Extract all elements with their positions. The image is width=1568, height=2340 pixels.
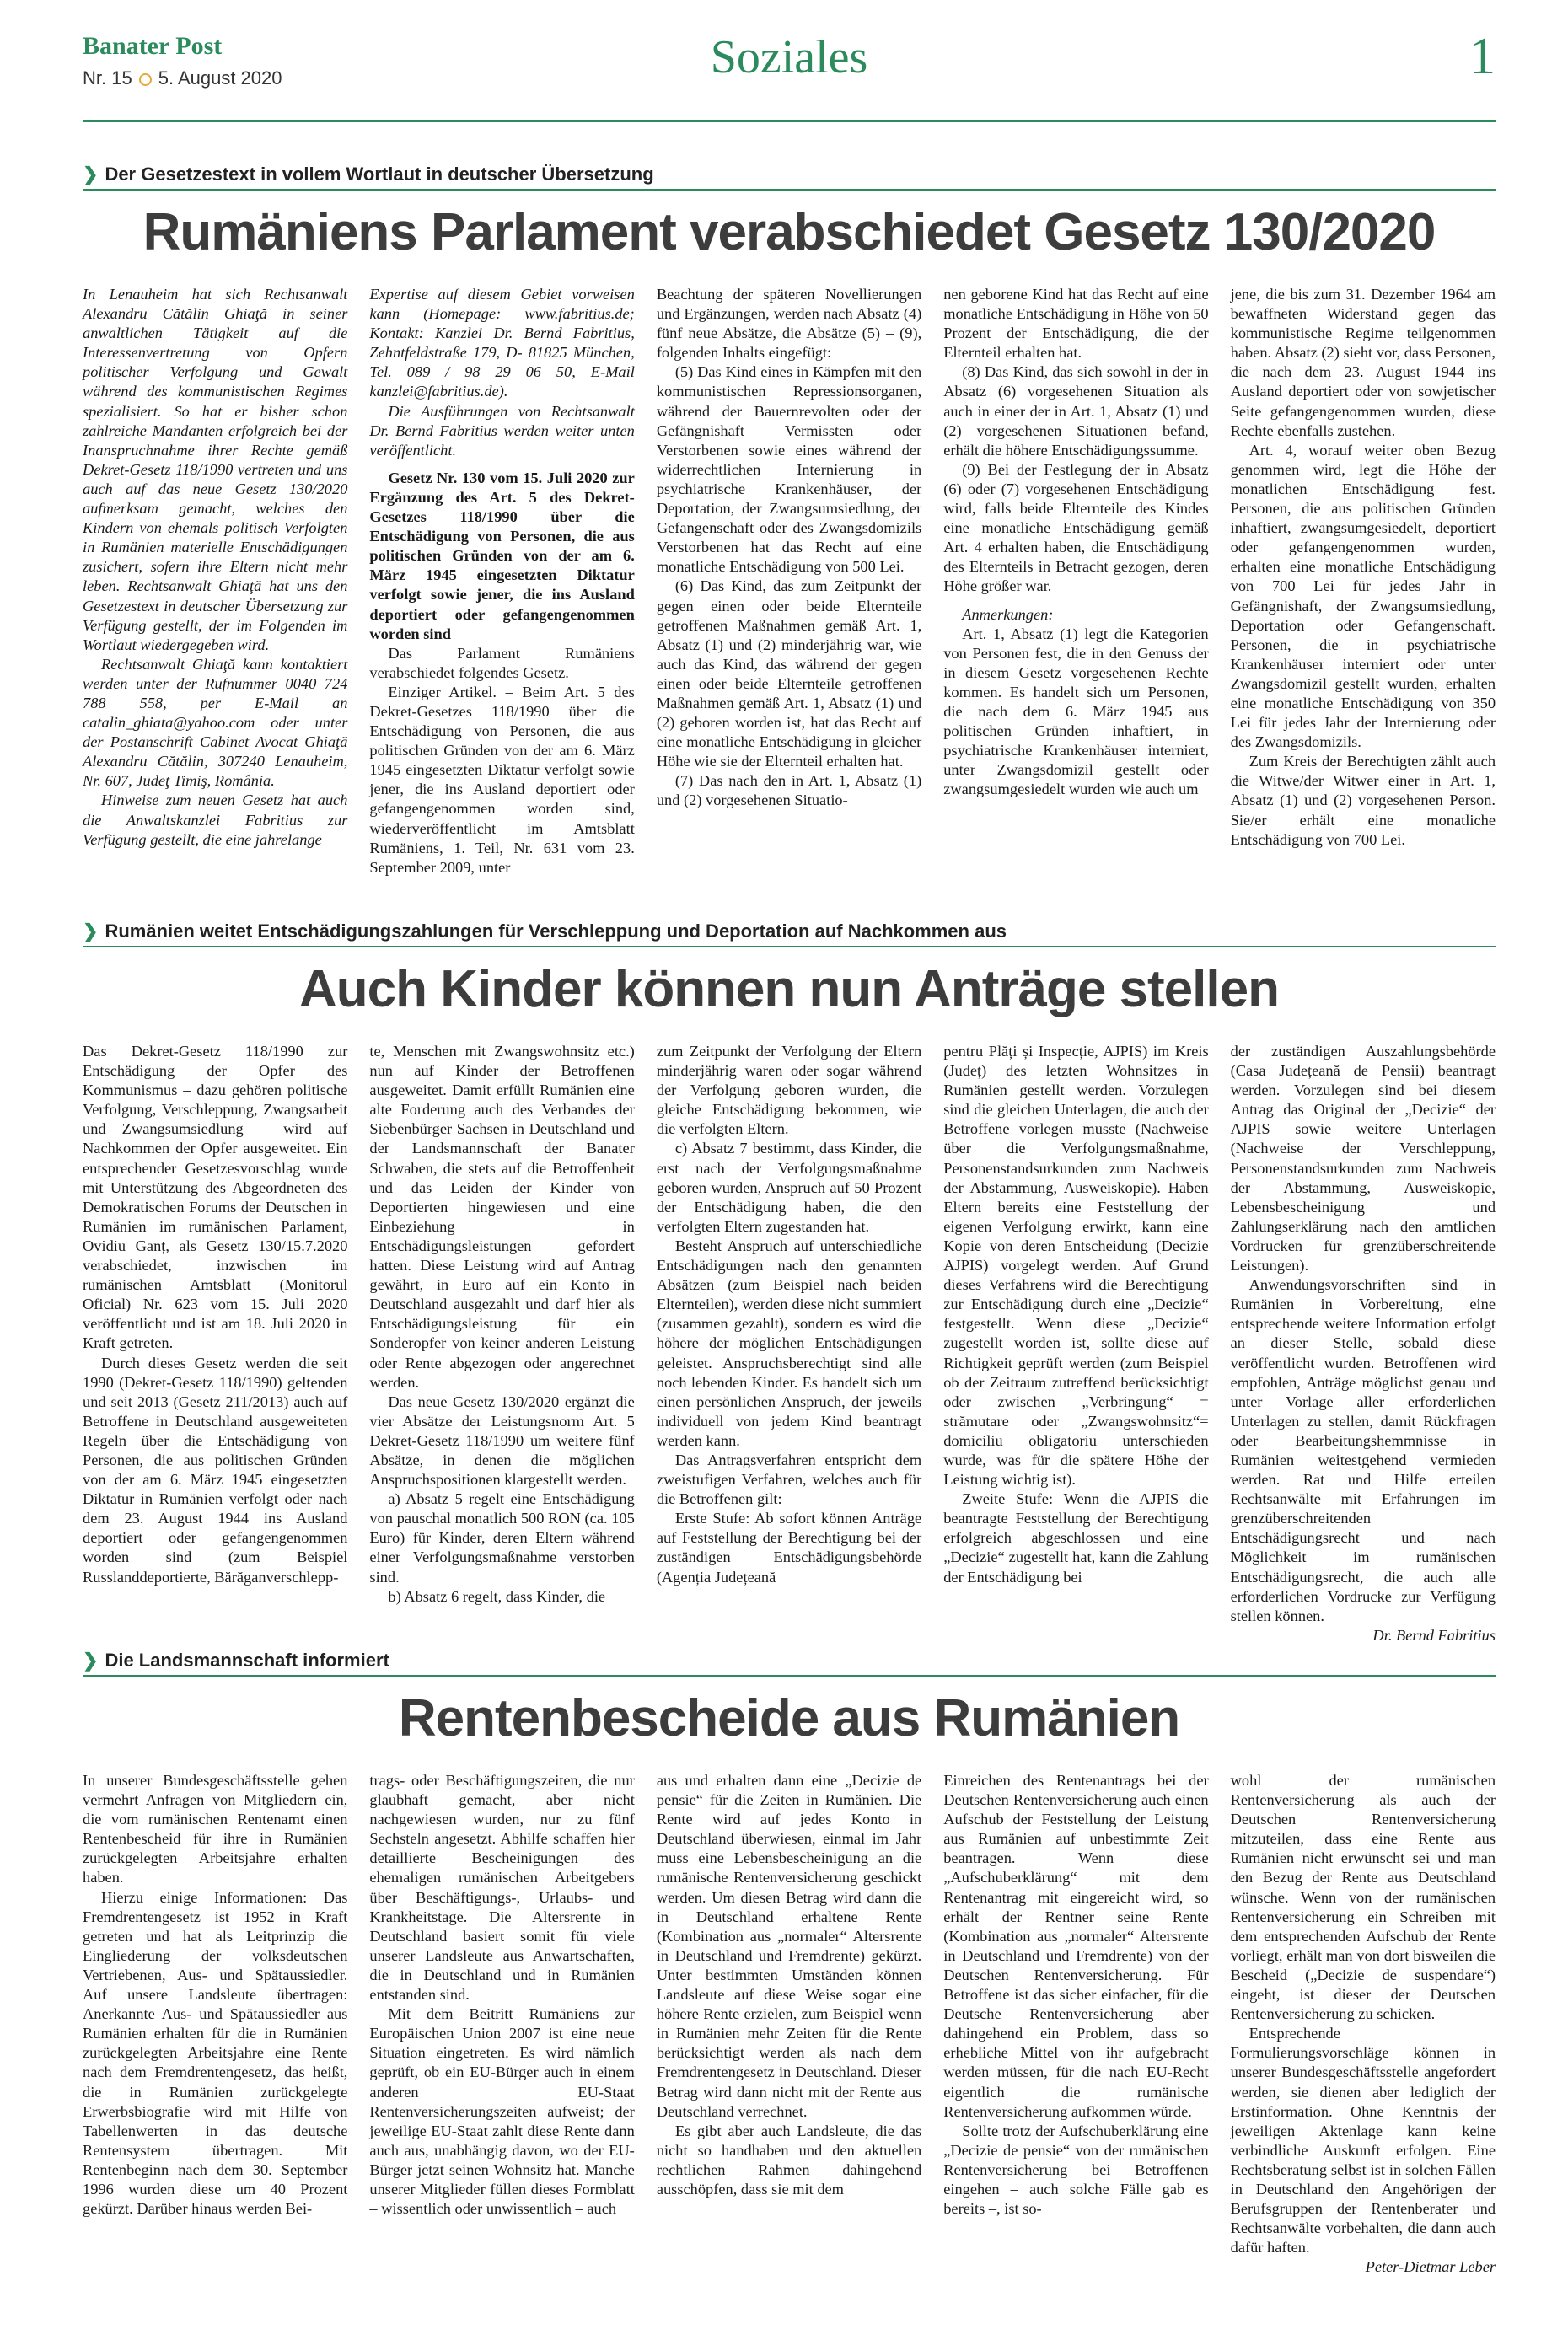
paragraph: wohl der rumänischen Rentenversicherung als auch der Deutschen Rentenversicherung mitzuteilen, dass eine Rente aus Rumänien nicht erwünscht sei und man den Bezug der Rente aus Deutschland wünsche. Wenn von der rumänischen Rentenversicherung ein Schreiben mit dem entsprechenden Aufschub der Rente vorliegt, erhält man von dort bisweilen die Bescheid („Decizie de suspendare“) eingeht, ist dieser der Deutschen Rentenversicherung zu schicken. xyxy=(1230,1772,1496,2023)
paragraph: Einziger Artikel. – Beim Art. 5 des Dekret-Gesetzes 118/1990 über die Entschädigung von Personen, die aus politischen Gründen von der am 6. März 1945 eingesetzten Diktatur verfolgt sowie jener, die ins Ausland deportiert oder gefangengenommen worden sind, wiederveröffentlicht im Amtsblatt Rumäniens, 1. Teil, Nr. 631 vom 23. September 2009, unter xyxy=(369,683,635,876)
paragraph: Besteht Anspruch auf unterschiedliche Entschädigungen nach den genannten Absätzen (zum Beispiel nach beiden Elternteilen), werden diese nicht summiert (zusammen gezahlt), sondern es wird die höhere der möglichen Entschädigungen geleistet. Anspruchsberechtigt sind alle noch lebenden Kinder. Es handelt sich um einen persönlichen Anspruch, der jeweils individuell von jedem Kind beantragt werden kann. xyxy=(656,1237,922,1449)
column-5 xyxy=(1231,1771,1496,2277)
paragraph: jene, die bis zum 31. Dezember 1964 am bewaffneten Widerstand gegen das kommunistische Regime teilgenommen haben. Absatz (2) sieht vor, dass Personen, die nach dem 23. August 1944 ins Ausland deportiert oder von sowjetischer Seite gefangengenommen wurden, diese Rechte ebenfalls zustehen. xyxy=(1230,286,1496,439)
column-3 xyxy=(657,1042,921,1645)
paragraph: Erste Stufe: Ab sofort können Anträge auf Feststellung der Berechtigung bei der zuständigen Entschädigungsbehörde (Agenția Județeană xyxy=(656,1510,922,1586)
law-title: Gesetz Nr. 130 vom 15. Juli 2020 zur Ergänzung des Art. 5 des Dekret-Gesetzes 118/1990 über die Entschädigung von Personen, die aus politischen Gründen von der am 6. März 1945 eingesetzten Diktatur verfolgt sowie jener, die ins Ausland deportiert oder gefangengenommen worden sind xyxy=(369,469,635,642)
paragraph: nen geborene Kind hat das Recht auf eine monatliche Entschädigung in Höhe von 50 Prozent der Entschädigung, die der Elternteil erhalten hat. xyxy=(943,286,1209,362)
paragraph: aus und erhalten dann eine „Decizie de pensie“ für die Zeiten in Rumänien. Die Rente wird auf jedes Konto in Deutschland überwiesen, einmal im Jahr muss eine Lebensbescheinigung an die rumänische Rentenversicherung geschickt werden. Um diesen Betrag wird dann die in Deutschland erhaltene Rente (Kombination aus „normaler“ Altersrente in Deutschland und Fremdrente) gekürzt. Unter bestimmten Umständen können Landsleute auf diese Weise sogar eine höhere Rente erzielen, zum Beispiel wenn in Rumänien mehr Zeiten für die Rente berücksichtigt werden als nach dem Fremdrentengesetz in Deutschland. Dieser Betrag wird dann nicht mit der Rente aus Deutschland verrechnet. xyxy=(656,1772,922,2120)
kicker-rule xyxy=(83,946,1496,947)
column-4 xyxy=(943,285,1208,878)
paper-name: Banater Post xyxy=(83,32,223,60)
article-renten xyxy=(83,1648,1496,2277)
column-5 xyxy=(1231,1042,1496,1645)
paragraph: Zum Kreis der Berechtigten zählt auch die Witwe/der Witwer einer in Art. 1, Absatz (1) und (2) vorgesehenen Person. Sie/er erhält eine monatliche Entschädigung von 700 Lei. xyxy=(1230,753,1496,848)
article-kinder xyxy=(83,919,1496,1645)
column-4 xyxy=(943,1771,1208,2277)
paragraph: Art. 1, Absatz (1) legt die Kategorien von Personen fest, die in den Genuss der in diesem Gesetz vorgesehenen Rechte kommen. Es handelt sich um Personen, die nach dem 6. März 1945 aus politischen Gründen inhaftiert, in psychiatrische Krankenhäuser interniert, unter Zwangsdomizil gestellt oder zwangsumgesiedelt wurden wie auch um xyxy=(943,625,1209,798)
issue-number: Nr. 15 xyxy=(83,67,132,89)
paragraph: (6) Das Kind, das zum Zeitpunkt der gegen einen oder beide Elternteile getroffenen Maßnahmen gemäß Art. 1, Absatz (1) und (2) minderjährig war, wie auch das Kind, das während der gegen einen oder beide Elternteile getroffenen Maßnahmen gemäß Art. 1, Absatz (1) und (2) geboren worden ist, hat das Recht auf eine monatliche Entschädigung in gleicher Höhe wie sie der Elternteil erhalten hat. xyxy=(656,577,922,770)
masthead xyxy=(83,28,1496,126)
chevron-right-icon: ❯ xyxy=(83,164,99,185)
paragraph: te, Menschen mit Zwangswohnsitz etc.) nun auf Kinder der Betroffenen ausgeweitet. Damit erfüllt Rumänien eine alte Forderung auch des Verbandes der Siebenbürger Sachsen in Deutschland und der Landsmannschaft der Banater Schwaben, die stets auf die Betroffenheit und das Leiden der Kinder von Deportierten hingewiesen und eine Einbeziehung in Entschädigungsleistungen gefordert hatten. Diese Leistung wird auf Antrag gewährt, in Euro auf ein Konto in Deutschland ausgezahlt und darf hier als Entschädigungsleistung für ein Sonderopfer von keiner anderen Leistung oder Rente abgezogen oder angerechnet werden. xyxy=(369,1043,635,1391)
chevron-right-icon: ❯ xyxy=(83,920,99,942)
paragraph: (7) Das nach den in Art. 1, Absatz (1) und (2) vorgesehenen Situatio- xyxy=(656,772,922,809)
paragraph: Art. 4, worauf weiter oben Bezug genommen wird, legt die Höhe der monatlichen Entschädigung fest. Personen, die aus politischen Gründen inhaftiert, zwangsumgesiedelt, deportiert oder gefangengenommen wurden, erhalten eine monatliche Entschädigung von 700 Lei für jedes Jahr in Gefängnishaft, der Zwangsumsiedlung, Deportation oder Gefangenschaft. Personen, die in psychiatrische Krankenhäuser interniert oder unter Zwangsdomizil gestellt wurden, erhalten eine monatliche Entschädigung von 350 Lei für jedes Jahr der Internierung oder des Zwangsdomizils. xyxy=(1230,441,1496,751)
paragraph: Rechtsanwalt Ghiaţă kann kontaktiert werden unter der Rufnummer 0040 724 788 558, per E-Mail an catalin_ghiata@yahoo.com oder unter der Postanschrift Cabinet Avocat Ghiaţă Alexandru Cătălin, 307240 Lenauheim, Nr. 607, Judeţ Timiş, România. xyxy=(83,655,348,790)
masthead-rule xyxy=(83,120,1496,122)
paragraph: In unserer Bundesgeschäftsstelle gehen vermehrt Anfragen von Mitgliedern ein, die vom rumänischen Rentenamt einen Rentenbescheid für ihre in Rumänien zurückgelegten Arbeitsjahre erhalten haben. xyxy=(83,1772,348,1886)
article-kicker: ❯ Die Landsmannschaft informiert xyxy=(83,1650,389,1671)
article-headline: Rentenbescheide aus Rumänien xyxy=(398,1689,1180,1747)
article-kicker: ❯ Rumänien weitet Entschädigungszahlungen für Verschleppung und Deportation auf Nachkommen aus xyxy=(83,920,1007,942)
paragraph: der zuständigen Auszahlungsbehörde (Casa Județeană de Pensii) beantragt werden. Vorzulegen sind bei diesem Antrag das Original der „Decizie“ der AJPIS sowie weitere Unterlagen (Nachweise der Verschleppung, Personenstandsurkunden zum Nachweis der Abstammung, Ausweiskopie, Lebensbescheinigung und Zahlungserklärung nach den amtlichen Vordrucken für grenzüberschreitende Leistungen). xyxy=(1230,1043,1496,1275)
paragraph: Es gibt aber auch Landsleute, die das nicht so handhaben und den aktuellen rechtlichen Rahmen dahingehend ausschöpfen, dass sie mit dem xyxy=(656,2122,922,2198)
paragraph: Mit dem Beitritt Rumäniens zur Europäischen Union 2007 ist eine neue Situation eingetreten. Es wird nämlich geprüft, ob ein EU-Bürger auch in einem anderen EU-Staat Rentenversicherungszeiten aufweist; der jeweilige EU-Staat zahlt diese Rente dann auch aus, unabhängig davon, wo der EU-Bürger jetzt seinen Wohnsitz hat. Manche unserer Mitglieder füllen dieses Formblatt – wissentlich oder unwissentlich – auch xyxy=(369,2005,635,2218)
paragraph: In Lenauheim hat sich Rechtsanwalt Alexandru Cătălin Ghiaţă in seiner anwaltlichen Tätigkeit auf die Interessenvertretung von Opfern politischer Verfolgung und Gewalt während des kommunistischen Regimes spezialisiert. So hat er bisher schon zahlreiche Mandanten erfolgreich bei der Inanspruchnahme ihrer Rechte gemäß Dekret-Gesetz 118/1990 vertreten und uns auch auf das neue Gesetz 130/2020 aufmerksam gemacht, welches den Kindern von ehemals politisch Verfolgten in Rumänien materielle Entschädigungen zusichert, sofern ihre Eltern nicht mehr leben. Rechtsanwalt Ghiaţă hat uns den Gesetzestext in deutscher Übersetzung zur Verfügung gestellt, der im Folgenden im Wortlaut wiedergegeben wird. xyxy=(83,286,348,653)
section-title: Soziales xyxy=(710,31,868,83)
column-3 xyxy=(657,1771,921,2277)
paragraph: b) Absatz 6 regelt, dass Kinder, die xyxy=(388,1587,606,1605)
paragraph: Das neue Gesetz 130/2020 ergänzt die vier Absätze der Leistungsnorm Art. 5 Dekret-Gesetz 118/1990 um weitere fünf Absätze, in denen die möglichen Anspruchspositionen klargestellt werden. xyxy=(369,1393,635,1489)
issue-date: 5. August 2020 xyxy=(158,67,282,89)
notes-heading: Anmerkungen: xyxy=(962,605,1054,623)
paragraph: Die Ausführungen von Rechtsanwalt Dr. Bernd Fabritius werden weiter unten veröffentlicht. xyxy=(369,402,635,459)
article-columns xyxy=(83,1042,1496,1645)
column-3 xyxy=(657,285,921,878)
author-signature: Dr. Bernd Fabritius xyxy=(1372,1626,1496,1644)
article-columns xyxy=(83,285,1496,878)
paragraph: pentru Plăți și Inspecție, AJPIS) im Kreis (Județ) des letzten Wohnsitzes in Rumänien gestellt werden. Vorzulegen sind die gleichen Unterlagen, die auch der Betroffene vorlegen musste (Nachweise über die Verfolgungsmaßnahme, Personenstandsurkunden zum Nachweis der Abstammung, Ausweiskopie). Haben Eltern bereits eine Feststellung der eigenen Verfolgung erwirkt, kann eine Kopie von deren Entscheidung (Decizie AJPIS) vorgelegt werden. Auf Grund dieses Verfahrens wird die Berechtigung zur Entschädigung durch eine „Decizie“ festgestellt. Wenn diese „Decizie“ zugestellt worden ist, sollte diese auf Richtigkeit geprüft werden (zum Beispiel ob der Zeitraum zutreffend berücksichtigt oder zwischen „Verbringung“ = strămutare oder „Zwangswohnsitz“= domiciliu obligatoriu unterschieden wurde, was für die spätere Höhe der Leistung wichtig ist). xyxy=(943,1043,1209,1489)
column-4 xyxy=(943,1042,1208,1645)
column-1 xyxy=(83,1771,347,2277)
article-columns xyxy=(83,1771,1496,2277)
article-kicker: ❯ Der Gesetzestext in vollem Wortlaut in deutscher Übersetzung xyxy=(83,164,654,185)
paragraph: Sollte trotz der Aufschuberklärung eine „Decizie de pensie“ von der rumänischen Rentenversicherung bei Betroffenen eingehen – auch solche Fälle gab es bereits –, ist so- xyxy=(943,2122,1209,2218)
author-signature: Peter-Dietmar Leber xyxy=(1365,2258,1496,2276)
paragraph: Das Antragsverfahren entspricht dem zweistufigen Verfahren, welches auch für die Betroffenen gilt: xyxy=(656,1451,922,1508)
paragraph: a) Absatz 5 regelt eine Entschädigung von pauschal monatlich 500 RON (ca. 105 Euro) für Kinder, deren Eltern während einer Verfolgungsmaßnahme verstorben sind. xyxy=(369,1490,635,1586)
chevron-right-icon: ❯ xyxy=(83,1650,99,1671)
article-headline: Rumäniens Parlament verabschiedet Gesetz 130/2020 xyxy=(142,203,1436,261)
column-1 xyxy=(83,285,347,878)
paragraph: (9) Bei der Festlegung der in Absatz (6) oder (7) vorgesehenen Entschädigung wird, falls beide Elternteile des Kindes eine monatliche Entschädigung gemäß Art. 4 erhalten haben, die Entschädigung des Elternteils in Betracht gezogen, deren Höhe größer war. xyxy=(943,460,1209,595)
column-5 xyxy=(1231,285,1496,878)
kicker-rule xyxy=(83,189,1496,191)
column-1 xyxy=(83,1042,347,1645)
column-2 xyxy=(369,285,634,878)
article-gesetz xyxy=(83,162,1496,878)
paragraph: Expertise auf diesem Gebiet vorweisen kann (Homepage: www.fabritius.de; Kontakt: Kanzlei Dr. Bernd Fabritius, Zehntfeldstraße 179, D- 81825 München, Tel. 089 / 98 29 06 50, E-Mail kanzlei@fabritius.de). xyxy=(369,286,635,400)
paragraph: zum Zeitpunkt der Verfolgung der Eltern minderjährig waren oder sogar während der Verfolgung geboren wurden, die gleiche Entschädigung bekommen, wie die verfolgten Eltern. xyxy=(656,1043,922,1138)
paragraph: trags- oder Beschäftigungszeiten, die nur glaubhaft gemacht, aber nicht nachgewiesen wurden, nur zu fünf Sechsteln angesetzt. Abhilfe schaffen hier detaillierte Bescheinigungen des ehemaligen rumänischen Arbeitgebers über Beschäftigungs-, Urlaubs- und Krankheitstage. Die Altersrente in Deutschland basiert somit für viele unserer Landsleute aus Anwartschaften, die in Deutschland und in Rumänien entstanden sind. xyxy=(369,1772,635,2004)
paragraph: (5) Das Kind eines in Kämpfen mit den kommunistischen Repressionsorganen, während der Bauernrevolten oder der Gefängnishaft Vermissten oder Verstorbenen sowie eines während der widerrechtlichen Internierung in psychiatrische Krankenhäuser, der Deportation, der Zwangsumsiedlung, der Gefangenschaft oder des Zwangsdomizils Verstorbenen hat das Recht auf eine monatliche Entschädigung von 500 Lei. xyxy=(656,363,922,576)
paragraph: Das Dekret-Gesetz 118/1990 zur Entschädigung der Opfer des Kommunismus – dazu gehören politische Verfolgung, Verschleppung, Zwangsarbeit und Zwangsumsiedlung – wird auf Nachkommen der Opfer ausgeweitet. Ein entsprechender Gesetzesvorschlag wurde mit Unterstützung des Abgeordneten des Demokratischen Forums der Deutschen in Rumänien im rumänischen Parlament, Ovidiu Ganț, als Gesetz 130/15.7.2020 verabschiedet, inzwischen im rumänischen Amtsblatt (Monitorul Oficial) Nr. 623 vom 15. Juli 2020 veröffentlicht und ist am 18. Juli 2020 in Kraft getreten. xyxy=(83,1043,348,1352)
paragraph: c) Absatz 7 bestimmt, dass Kinder, die erst nach der Verfolgungsmaßnahme geboren wurden, Anspruch auf 50 Prozent der Entschädigung haben, die den verfolgten Eltern zugestanden hat. xyxy=(656,1140,922,1235)
paragraph: Entsprechende Formulierungsvorschläge können in unserer Bundesgeschäftsstelle angefordert werden, sie dienen aber lediglich der Erstinformation. Ohne Kenntnis der jeweiligen Aktenlage kann keine verbindliche Auskunft erfolgen. Eine Rechtsberatung selbst ist in solchen Fällen in Deutschland den Angehörigen der Berufsgruppen der Rentenberater und Rechtsanwälte vorbehalten, die dann auch dafür haften. xyxy=(1230,2025,1496,2257)
paragraph: Hinweise zum neuen Gesetz hat auch die Anwaltskanzlei Fabritius zur Verfügung gestellt, die eine jahrelange xyxy=(83,792,348,848)
paragraph: Das Parlament Rumäniens verabschiedet folgendes Gesetz. xyxy=(369,644,635,681)
page-number: 1 xyxy=(1469,28,1496,85)
column-2 xyxy=(369,1042,634,1645)
paragraph: Anwendungsvorschriften sind in Rumänien in Vorbereitung, eine entsprechende weitere Information erfolgt an dieser Stelle, sobald diese veröffentlicht wurden. Betroffenen wird empfohlen, Anträge möglichst genau und unter Vorlage aller erforderlichen Unterlagen zu stellen, damit Rückfragen oder Bearbeitungshemmnisse in Rumänien weitestgehend vermieden werden. Rat und Hilfe erteilen Rechtsanwälte mit Erfahrungen im grenzüberschreitenden Entschädigungsrecht und nach Möglichkeit im rumänischen Entschädigungsrecht, die auch alle erforderlichen Vordrucke zur Verfügung stellen können. xyxy=(1230,1276,1496,1624)
paragraph: Hierzu einige Informationen: Das Fremdrentengesetz ist 1952 in Kraft getreten und hat als Leitprinzip die Eingliederung der volksdeutschen Vertriebenen, Aus- und Spätaussiedler. Auf unsere Landsleute übertragen: Anerkannte Aus- und Spätaussiedler aus Rumänien erhalten für die in Rumänien zurückgelegten Arbeitsjahre eine Rente nach dem Fremdrentengesetz, das heißt, die in Rumänien zurückgelegte Erwerbsbiografie wird mit Hilfe von Tabellenwerten in das deutsche Rentensystem übertragen. Mit Rentenbeginn nach dem 30. September 1996 wurden diese um 40 Prozent gekürzt. Darüber hinaus werden Bei- xyxy=(83,1888,348,2218)
paragraph: Zweite Stufe: Wenn die AJPIS die beantragte Feststellung der Berechtigung erfolgreich abgeschlossen und eine „Decizie“ zugestellt hat, kann die Zahlung der Entschädigung bei xyxy=(943,1490,1209,1586)
column-2 xyxy=(369,1771,634,2277)
paragraph: Beachtung der späteren Novellierungen und Ergänzungen, werden nach Absatz (4) fünf neue Absätze, die Absätze (5) – (9), folgenden Inhalts eingefügt: xyxy=(656,286,922,362)
article-headline: Auch Kinder können nun Anträge stellen xyxy=(299,960,1279,1018)
paragraph: (8) Das Kind, das sich sowohl in der in Absatz (6) vorgesehenen Situation als auch in einer der in Art. 1, Absatz (1) und (2) vorgesehenen Situationen befand, erhält die höhere Entschädigungssumme. xyxy=(943,363,1209,459)
paragraph: Durch dieses Gesetz werden die seit 1990 (Dekret-Gesetz 118/1990) geltenden und seit 2013 (Gesetz 211/2013) auch auf Betroffene in Deutschland ausgeweiteten Regeln über die Entschädigung von Personen, die aus politischen Gründen von der am 6. März 1945 eingesetzten Diktatur in Rumänien verfolgt oder nach dem 23. August 1944 ins Ausland deportiert oder gefangengenommen worden sind (zum Beispiel Russlanddeportierte, Bărăganverschlepp- xyxy=(83,1354,348,1586)
paragraph: Einreichen des Rentenantrags bei der Deutschen Rentenversicherung auch einen Aufschub der Feststellung der Leistung aus Rumänien auf unbestimmte Zeit beantragen. Wenn diese „Aufschuberklärung“ mit dem Rentenantrag mit eingereicht wird, so erhält der Rentner seine Rente (Kombination aus „normaler“ Altersrente in Deutschland und Fremdrente) von der Deutschen Rentenversicherung. Für Betroffene ist das sicher einfacher, für die Deutsche Rentenversicherung aber dahingehend ein Problem, dass so erhebliche Mittel von ihr aufgebracht werden müssen, für die nach EU-Recht eigentlich die rumänische Rentenversicherung aufkommen würde. xyxy=(943,1772,1209,2120)
kicker-rule xyxy=(83,1675,1496,1677)
